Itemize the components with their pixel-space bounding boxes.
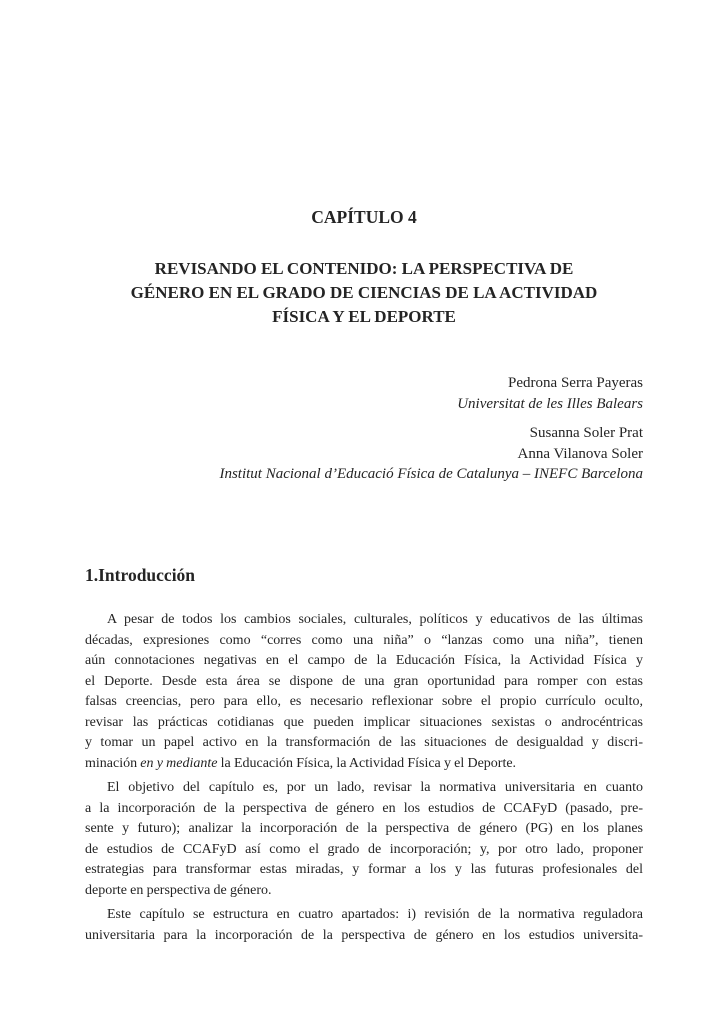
paragraph-line: estrategias para transformar estas miradas, y formar a los y las futuras profesionales del	[85, 862, 643, 877]
author-group	[85, 373, 643, 414]
paragraph-line	[85, 754, 643, 775]
paragraph	[85, 610, 643, 774]
paragraph	[85, 778, 643, 901]
body-text	[85, 610, 643, 950]
paragraph-line: falsas creencias, pero para ello, es necesario reflexionar sobre el propio currículo oculto,	[85, 694, 643, 709]
paragraph-line: universitaria para la incorporación de la perspectiva de género en los estudios universita-	[85, 927, 643, 943]
paragraph-text: minación	[85, 755, 141, 771]
chapter-title-line: FÍSICA Y EL DEPORTE	[272, 307, 456, 326]
paragraph-line: revisar las prácticas cotidianas que pueden implicar situaciones sexistas o androcéntricas	[85, 714, 643, 730]
paragraph	[85, 905, 643, 946]
paragraph-line	[85, 881, 643, 902]
paragraph-line: el Deporte. Desde esta área se dispone de una gran oportunidad para romper con estas	[85, 673, 643, 689]
paragraph-line: El objetivo del capítulo es, por un lado, revisar la normativa universitaria en cuanto	[107, 780, 643, 795]
section-heading: 1.Introducción	[85, 565, 196, 585]
page-content	[85, 0, 643, 1028]
paragraph-text: deporte en perspectiva de género.	[85, 882, 272, 898]
author-name: Susanna Soler Prat	[529, 425, 643, 441]
chapter-title	[85, 257, 643, 329]
paragraph-line: sente y futuro); analizar la incorporación de la perspectiva de género (PG) en los planes	[85, 821, 643, 836]
paragraph-line: y tomar un papel activo en la transformación de las situaciones de desigualdad y discri-	[85, 735, 643, 750]
author-affiliation: Universitat de les Illes Balears	[457, 395, 643, 412]
author-name: Pedrona Serra Payeras	[508, 375, 643, 391]
author-affiliation: Institut Nacional d’Educació Física de Catalunya – INEFC Barcelona	[219, 466, 643, 482]
paragraph-line: Este capítulo se estructura en cuatro apartados: i) revisión de la normativa reguladora	[107, 907, 643, 922]
byline	[85, 373, 643, 485]
chapter-title-line: GÉNERO EN EL GRADO DE CIENCIAS DE LA ACTIVIDAD	[130, 283, 598, 302]
author-group	[85, 423, 643, 485]
paragraph-line: A pesar de todos los cambios sociales, culturales, políticos y educativos de las últimas	[107, 612, 643, 627]
author-name: Anna Vilanova Soler	[517, 445, 643, 462]
paragraph-line: a la incorporación de la perspectiva de género en los estudios de CCAFyD (pasado, pre-	[85, 800, 643, 816]
chapter-title-line: REVISANDO EL CONTENIDO: LA PERSPECTIVA DE	[154, 259, 574, 278]
paragraph-text: la Educación Física, la Actividad Física y el Deporte.	[217, 755, 517, 771]
chapter-label: CAPÍTULO 4	[311, 207, 417, 227]
paragraph-line: décadas, expresiones como “corres como una niña” o “lanzas como una niña”, tienen	[85, 632, 643, 648]
paragraph-text-italic: en y mediante	[140, 755, 218, 771]
paragraph-line: de estudios de CCAFyD así como el grado de incorporación; y, por otro lado, proponer	[85, 841, 643, 857]
paragraph-line: aún connotaciones negativas en el campo de la Educación Física, la Actividad Física y	[85, 653, 643, 668]
